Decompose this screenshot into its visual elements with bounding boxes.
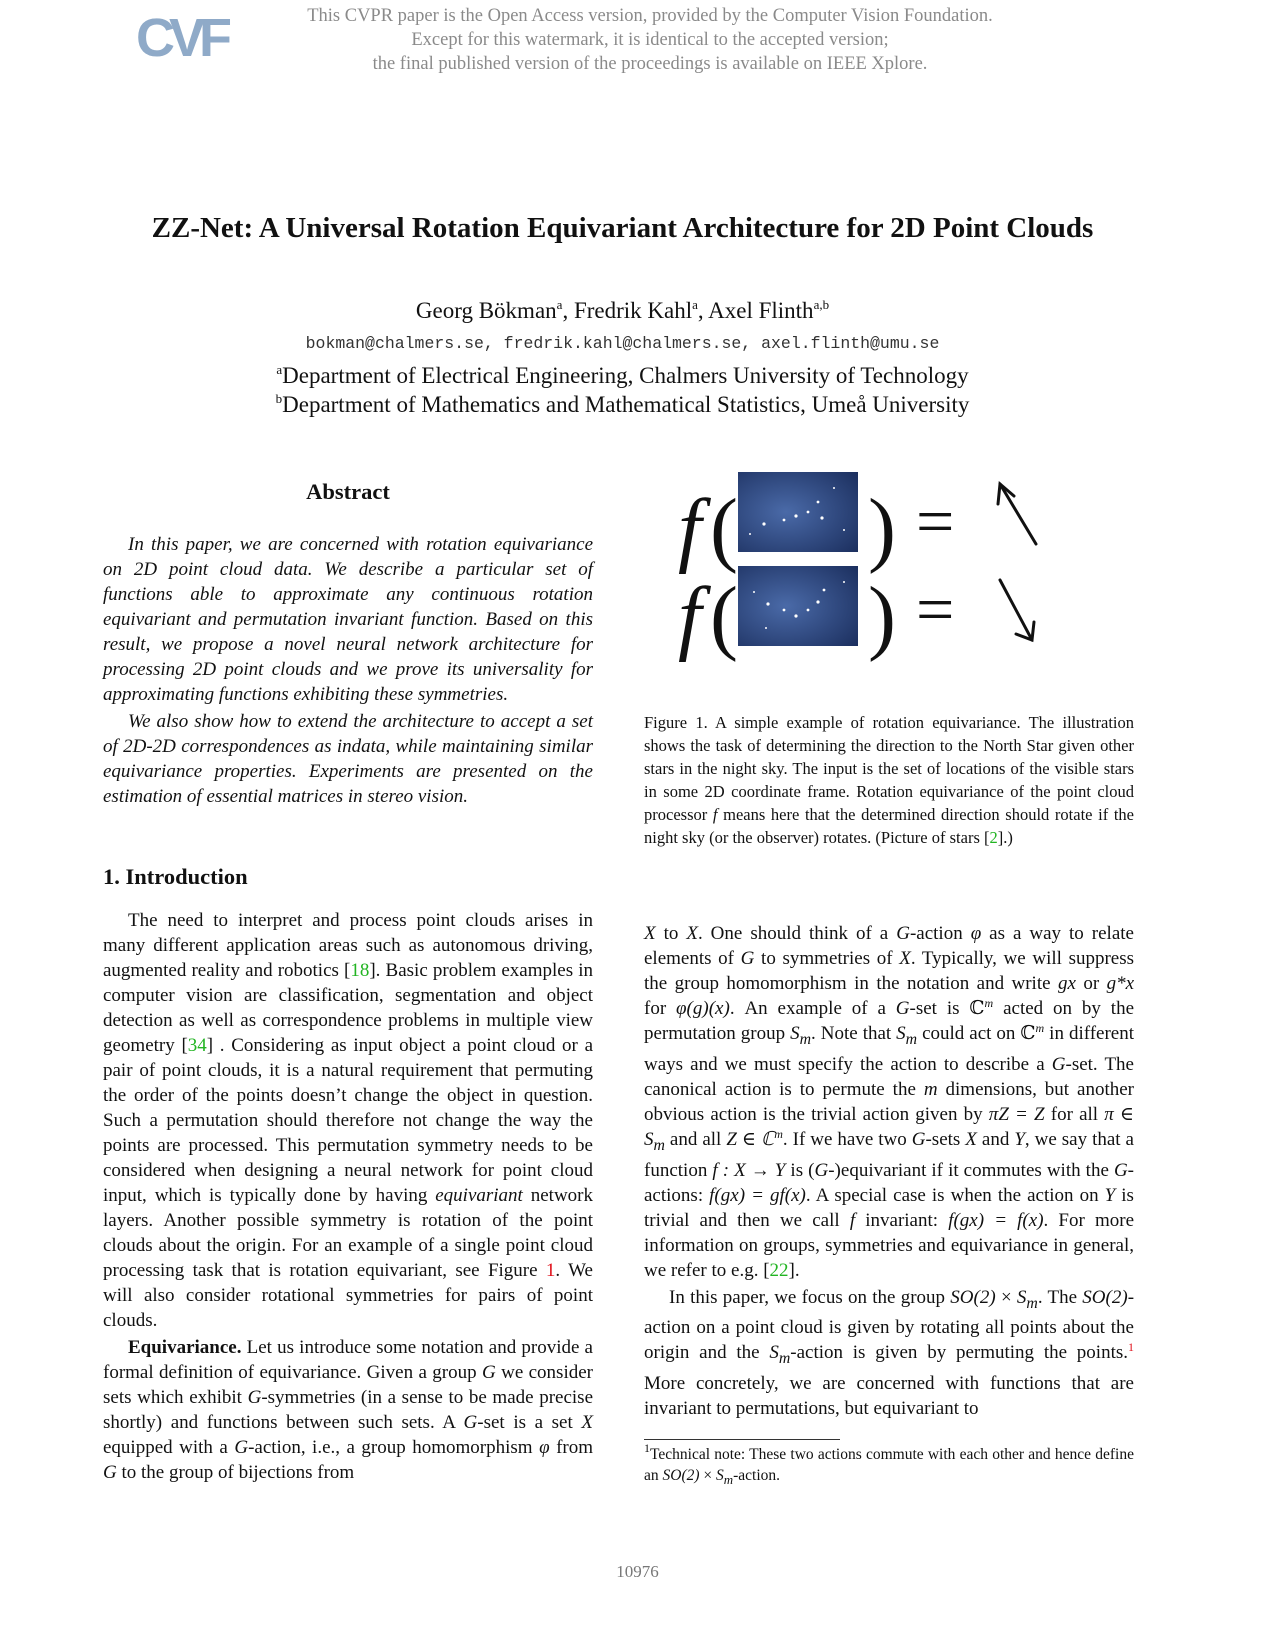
footnote-text: Technical note: These two actions commute with each other and hence define an — [644, 1446, 1134, 1484]
math-symbol: S — [769, 1342, 779, 1364]
math-symbol: G — [234, 1437, 249, 1458]
body-text: dimensions, but another obvious action is the trivial action given by — [644, 1078, 1134, 1125]
body-text: . One should think of a — [697, 923, 897, 944]
citation-link[interactable]: 18 — [350, 960, 370, 981]
math-symbol: φ(g)(x) — [676, 998, 730, 1019]
math-superscript: m — [1035, 1021, 1045, 1035]
watermark-line-2: Except for this watermark, it is identical to the accepted version; — [411, 30, 889, 50]
body-text: from — [549, 1437, 593, 1458]
body-text: ]. — [788, 1259, 800, 1281]
math-symbol: SO(2) — [950, 1286, 996, 1308]
figure-1-caption — [644, 711, 1134, 849]
svg-text:CVF: CVF — [136, 8, 226, 68]
caption-text: ].) — [997, 828, 1013, 847]
open-paren: ( — [710, 482, 738, 575]
math-symbol: S — [1016, 1286, 1027, 1308]
body-text: Let us introduce some notation and provide a formal definition of equivariance. Given a group — [103, 1337, 593, 1383]
body-text: invariant: — [855, 1209, 949, 1231]
math-symbol: G — [896, 923, 910, 944]
math-symbol: ℂ — [1020, 1023, 1036, 1044]
math-symbol: Y — [1014, 1128, 1025, 1150]
math-symbol: G — [481, 1362, 496, 1383]
math-symbol: G — [740, 948, 755, 969]
cvf-logo — [136, 6, 232, 72]
body-text: , we say that a function — [644, 1128, 1134, 1181]
body-text: . For more information on groups, symmetries and equivariance in general, we refer to e.g. [ — [644, 1209, 1134, 1281]
body-text: . The — [1037, 1286, 1083, 1308]
body-text: -action is given by permuting the points. — [790, 1342, 1128, 1364]
author-name: Fredrik Kahl — [573, 298, 693, 323]
affil-text: Department of Mathematics and Mathematical Statistics, Umeå University — [282, 392, 970, 417]
affiliation-b — [60, 391, 1185, 418]
body-text: . If we have two — [782, 1128, 912, 1150]
body-text: . An example of a — [729, 998, 896, 1019]
body-text: for — [644, 998, 677, 1019]
body-text: could act on — [917, 1023, 1021, 1044]
body-text: -sets — [925, 1128, 966, 1150]
footnote-mark: 1 — [644, 1441, 650, 1455]
body-text: equipped with a — [103, 1437, 235, 1458]
body-text: we consider sets which exhibit — [103, 1362, 593, 1408]
body-text: -)equivariant if it commutes with the — [828, 1159, 1114, 1181]
math-symbol: πZ = Z — [988, 1103, 1045, 1125]
math-symbol: φ — [970, 923, 982, 944]
body-text: -action — [909, 923, 971, 944]
math-symbol: G — [247, 1387, 262, 1408]
arrow-down-right-icon — [1000, 580, 1034, 640]
left-column-body — [103, 908, 593, 1485]
math-symbol: × — [1000, 1286, 1012, 1308]
footnote-link[interactable]: 1 — [1128, 1340, 1134, 1355]
math-symbol: × — [703, 1467, 713, 1484]
intro-paragraph-1 — [103, 908, 593, 1333]
body-text: -set is — [909, 998, 970, 1019]
author-affil-mark: a,b — [813, 297, 830, 312]
math-symbol: Y — [1104, 1184, 1116, 1206]
body-text: . We will also consider rotational symmetries for pairs of point clouds. — [103, 1260, 593, 1331]
math-symbol: G — [463, 1412, 478, 1433]
affiliation-a — [60, 362, 1185, 389]
math-symbol: X — [965, 1128, 977, 1150]
body-text: or — [1075, 973, 1107, 994]
watermark-line-3: the final published version of the proceedings is available on IEEE Xplore. — [372, 54, 928, 74]
body-text: to — [655, 923, 687, 944]
footnote-1 — [644, 1441, 1134, 1490]
emphasis-text: equivariant — [435, 1185, 523, 1206]
body-text: . A special case is when the action on — [805, 1184, 1105, 1206]
body-text: -action on a point cloud is given by rotating all points about the origin and the — [644, 1286, 1135, 1364]
equals-sign: = — [916, 483, 955, 559]
equals-sign: = — [916, 571, 955, 647]
affil-mark: b — [275, 391, 283, 406]
body-text: acted on by the permutation group — [644, 998, 1135, 1044]
math-symbol: Z ∈ ℂ — [726, 1128, 775, 1150]
author-list: Georg Bökman$^a$, Fredrik Kahl$^a$, Axel Flinth$^{a,b}$ — [415, 297, 830, 323]
body-text: to symmetries of — [754, 948, 900, 969]
math-symbol: X — [581, 1412, 593, 1433]
body-text: . Note that — [811, 1023, 897, 1044]
math-superscript: m — [774, 1126, 783, 1141]
math-symbol: m — [923, 1078, 938, 1100]
citation-link[interactable]: 22 — [769, 1259, 789, 1281]
math-symbol: G — [814, 1159, 829, 1181]
body-text: as a way to relate elements of — [644, 923, 1134, 969]
body-text: to the group of bijections from — [116, 1462, 355, 1483]
figure-1 — [678, 482, 1104, 678]
page-number: 10976 — [616, 1562, 659, 1581]
body-text: The need to interpret and process point clouds arises in many different application areas such as autonomous driving, augmented reality and robotics [ — [103, 910, 593, 981]
math-symbol: SO(2) — [1082, 1286, 1128, 1308]
body-text: More concretely, we are concerned with functions that are invariant to permutations, but equivariant to — [644, 1373, 1134, 1420]
math-symbol: f(gx) = f(x) — [948, 1209, 1044, 1231]
footnote-rule — [644, 1439, 840, 1440]
math-symbol: X — [686, 923, 698, 944]
body-text: and — [976, 1128, 1015, 1150]
right-column-body — [644, 921, 1134, 1421]
caption-math: f — [712, 805, 718, 824]
abstract-paragraph-1: In this paper, we are concerned with rotation equivariance on 2D point cloud data. We describe a particular set of functions able to approximate any continuous rotation equivariant and permutation invariant function. Based on this result, we propose a novel neural network architecture for processing 2D point clouds and we prove its universality for approximating functions exhibiting these symmetries. — [103, 534, 593, 705]
body-text: . Typically, we will suppress the group homomorphism in the notation and write — [644, 948, 1135, 994]
right-paragraph-2 — [644, 1285, 1134, 1422]
body-text: -set. The canonical action is to permute the — [644, 1053, 1134, 1100]
body-text: and all — [664, 1128, 727, 1150]
math-symbol: S — [790, 1023, 800, 1044]
math-symbol: G — [911, 1128, 926, 1150]
author-name: Axel Flinth — [708, 298, 814, 323]
math-symbol: G — [103, 1462, 117, 1483]
author-name: Georg Bökman — [415, 298, 557, 323]
math-subscript: m — [905, 1030, 918, 1048]
body-text: is trivial and then we call — [644, 1184, 1134, 1231]
open-paren: ( — [710, 570, 738, 663]
footnote-text: -action. — [733, 1467, 781, 1484]
affil-text: Department of Electrical Engineering, Chalmers University of Technology — [282, 363, 969, 388]
math-symbol: f — [849, 1209, 856, 1231]
abstract-heading: Abstract — [306, 479, 390, 504]
math-subscript: m — [799, 1030, 812, 1048]
body-text: ] . Considering as input object a point cloud or a pair of point clouds, it is a natural requirement that permuting the order of the points doesn’t change the object in question. Such a permutation should therefore not change the way the points are processed. This permutation symmetry needs to be considered when designing a neural network for point cloud input, which is typically done by having — [103, 1035, 594, 1206]
intro-paragraph-2 — [103, 1335, 593, 1485]
body-text: -symmetries (in a sense to be made precise shortly) and functions between such sets. A — [103, 1387, 593, 1433]
night-sky-image-rotated — [738, 566, 858, 646]
paper-title: ZZ-Net: A Universal Rotation Equivariant Architecture for 2D Point Clouds — [151, 212, 1094, 244]
math-subscript: m — [1026, 1294, 1038, 1312]
body-text: network layers. Another possible symmetry is rotation of the point clouds about the origin. For an example of a single point cloud processing task that is rotation equivariant, see Figure — [103, 1185, 593, 1281]
math-symbol: f : X → Y — [712, 1159, 786, 1181]
math-symbol: π ∈ S — [644, 1103, 1134, 1150]
citation-link[interactable]: 2 — [989, 828, 998, 847]
body-text: In this paper, we focus on the group — [669, 1286, 951, 1308]
right-paragraph-1 — [644, 921, 1134, 1283]
body-text: is ( — [785, 1159, 815, 1181]
body-text: ]. Basic problem examples in computer vision are classification, segmentation and object detection as well as correspondence problems in multiple view geometry [ — [103, 960, 593, 1056]
math-symbol: S — [896, 1023, 906, 1044]
abstract-paragraph-2: We also show how to extend the architecture to accept a set of 2D-2D correspondences as indata, while maintaining similar equivariance properties. Experiments are presented on the estimation of essential matrices in stereo vision. — [103, 711, 593, 807]
author-affil-mark: a — [556, 297, 563, 312]
caption-text: Figure 1. A simple example of rotation equivariance. The illustration shows the task of determining the direction to the North Star given other stars in the night sky. The input is the set of locations of the visible stars in some 2D coordinate frame. Rotation equivariance of the point cloud processor — [644, 713, 1134, 824]
math-symbol: gx — [1057, 973, 1076, 994]
abstract-body — [103, 532, 593, 809]
watermark-line-1: This CVPR paper is the Open Access version, provided by the Computer Vision Foundation. — [307, 6, 993, 26]
figure-link[interactable]: 1 — [545, 1260, 556, 1281]
math-symbol: φ — [539, 1437, 550, 1458]
f-symbol: f — [678, 570, 702, 663]
figure-1-illustration — [678, 482, 1104, 678]
math-symbol: X — [899, 948, 911, 969]
math-subscript: m — [778, 1350, 791, 1368]
math-symbol: f(gx) = gf(x) — [709, 1184, 806, 1206]
math-subscript: m — [653, 1136, 665, 1154]
math-symbol: g*x — [1106, 973, 1135, 994]
section-heading-introduction: 1. Introduction — [103, 864, 248, 889]
paragraph-run-in-heading: Equivariance. — [128, 1337, 242, 1358]
author-emails[interactable]: bokman@chalmers.se, fredrik.kahl@chalmers.se, axel.flinth@umu.se — [305, 334, 940, 353]
math-symbol: G — [895, 998, 910, 1019]
open-access-watermark — [250, 4, 1050, 76]
math-subscript: m — [723, 1472, 734, 1488]
math-symbol: G — [1113, 1159, 1128, 1181]
author-affil-mark: a — [692, 297, 698, 312]
math-superscript: m — [984, 996, 994, 1010]
math-symbol: SO(2) — [662, 1467, 700, 1484]
body-text: in different ways and we must specify the action to describe a — [644, 1023, 1135, 1075]
math-symbol: X — [644, 923, 656, 944]
f-symbol: f — [678, 482, 702, 575]
close-paren: ) — [868, 570, 896, 663]
body-text: -set is a set — [477, 1412, 582, 1433]
body-text: for all — [1044, 1103, 1105, 1125]
math-symbol: S — [716, 1467, 724, 1484]
math-symbol: G — [1051, 1053, 1066, 1075]
night-sky-image — [738, 472, 858, 552]
arrow-up-left-icon — [998, 484, 1036, 544]
citation-link[interactable]: 34 — [187, 1035, 207, 1056]
body-text: -action, i.e., a group homomorphism — [248, 1437, 540, 1458]
body-text: -actions: — [644, 1159, 1134, 1206]
caption-text: means here that the determined direction should rotate if the night sky (or the observer) rotates. (Picture of stars [ — [644, 805, 1134, 847]
affil-mark: a — [276, 362, 283, 377]
math-symbol: ℂ — [969, 998, 985, 1019]
close-paren: ) — [868, 482, 896, 575]
